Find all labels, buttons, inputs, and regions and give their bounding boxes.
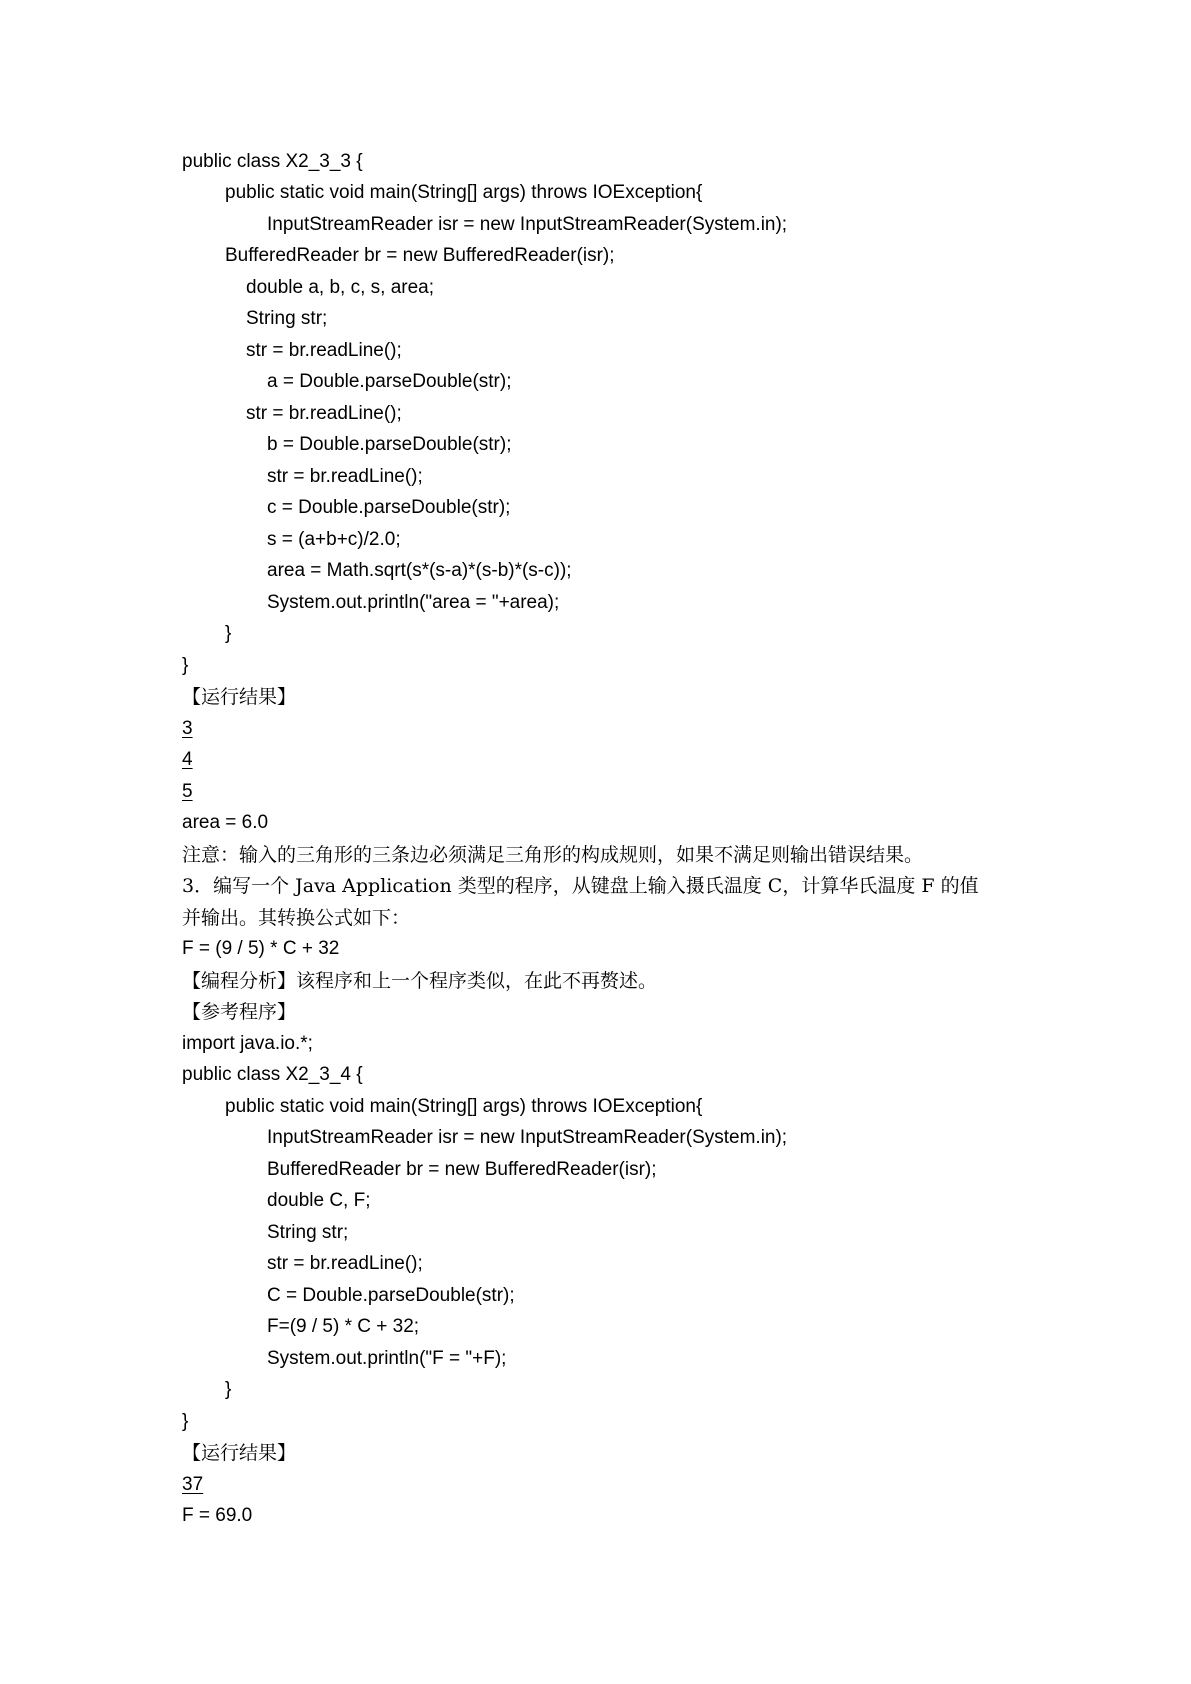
- code-line: String str;: [267, 1222, 349, 1243]
- output-line: area = 6.0: [182, 812, 269, 833]
- code-line: str = br.readLine();: [267, 466, 423, 487]
- note-paragraph: 注意：输入的三角形的三条边必须满足三角形的构成规则，如果不满足则输出错误结果。: [182, 844, 924, 866]
- code-line: }: [182, 655, 189, 676]
- input-value: 37: [182, 1474, 204, 1495]
- code-line: public class X2_3_3 {: [182, 151, 363, 172]
- code-line: }: [182, 1411, 189, 1432]
- output-line: F = 69.0: [182, 1505, 253, 1526]
- code-line: }: [225, 1379, 232, 1400]
- code-line: str = br.readLine();: [246, 340, 402, 361]
- code-line: import java.io.*;: [182, 1033, 313, 1054]
- code-line: str = br.readLine();: [267, 1253, 423, 1274]
- code-line: public static void main(String[] args) throws IOException{: [225, 182, 703, 203]
- code-line: a = Double.parseDouble(str);: [267, 371, 512, 392]
- code-line: c = Double.parseDouble(str);: [267, 497, 511, 518]
- section-heading: 【参考程序】: [182, 1001, 297, 1023]
- code-line: b = Double.parseDouble(str);: [267, 434, 512, 455]
- input-value: 4: [182, 749, 193, 770]
- code-line: public class X2_3_4 {: [182, 1064, 363, 1085]
- section-heading: 【运行结果】: [182, 1442, 297, 1464]
- code-line: InputStreamReader isr = new InputStreamReader(System.in);: [267, 1127, 788, 1148]
- code-line: s = (a+b+c)/2.0;: [267, 529, 401, 550]
- code-line: }: [225, 623, 232, 644]
- code-line: public static void main(String[] args) throws IOException{: [225, 1096, 703, 1117]
- code-line: C = Double.parseDouble(str);: [267, 1285, 515, 1306]
- exercise-paragraph: 3．编写一个 Java Application 类型的程序，从键盘上输入摄氏温度 C，计算华氏温度 F 的值: [182, 875, 979, 897]
- code-line: System.out.println("F = "+F);: [267, 1348, 507, 1369]
- code-line: str = br.readLine();: [246, 403, 402, 424]
- code-line: InputStreamReader isr = new InputStreamReader(System.in);: [267, 214, 788, 235]
- section-heading: 【运行结果】: [182, 686, 297, 708]
- input-value: 5: [182, 781, 193, 802]
- code-line: String str;: [246, 308, 328, 329]
- code-line: BufferedReader br = new BufferedReader(isr);: [225, 245, 615, 266]
- code-line: double a, b, c, s, area;: [246, 277, 435, 298]
- code-line: double C, F;: [267, 1190, 371, 1211]
- formula-line: F = (9 / 5) * C + 32: [182, 938, 340, 959]
- code-line: BufferedReader br = new BufferedReader(isr);: [267, 1159, 657, 1180]
- analysis-paragraph: 【编程分析】该程序和上一个程序类似，在此不再赘述。: [182, 970, 658, 992]
- code-line: area = Math.sqrt(s*(s-a)*(s-b)*(s-c));: [267, 560, 572, 581]
- exercise-paragraph: 并输出。其转换公式如下：: [182, 907, 411, 929]
- input-value: 3: [182, 718, 193, 739]
- code-line: F=(9 / 5) * C + 32;: [267, 1316, 420, 1337]
- code-line: System.out.println("area = "+area);: [267, 592, 560, 613]
